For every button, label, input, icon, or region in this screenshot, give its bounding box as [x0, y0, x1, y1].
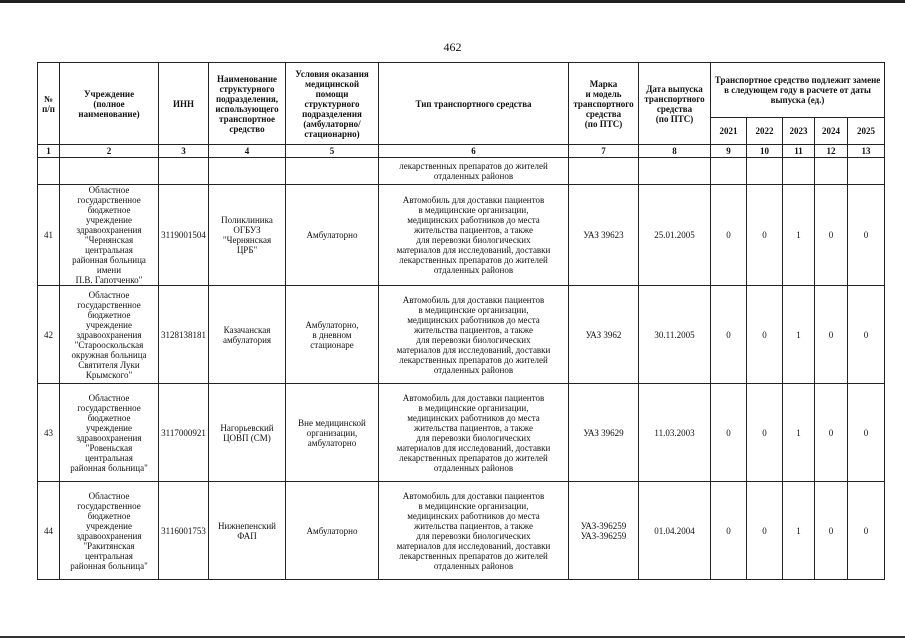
column-number: 1	[38, 145, 60, 158]
header-conditions: Условия оказания медицинской помощи структурного подразделения (амбулаторно/ стационарно)	[286, 63, 379, 145]
empty-cell	[711, 158, 747, 185]
header-year: 2023	[783, 118, 815, 145]
header-release-date: Дата выпуска транспортного средства (по ПТС)	[639, 63, 711, 145]
year-value-cell: 0	[711, 384, 747, 482]
empty-cell	[60, 158, 159, 185]
empty-cell	[209, 158, 286, 185]
header-vehicle-type: Тип транспортного средства	[379, 63, 569, 145]
column-number: 3	[159, 145, 209, 158]
conditions-cell: Вне медицинской организации, амбулаторно	[286, 384, 379, 482]
table-row	[38, 286, 885, 384]
row-number: 44	[38, 482, 60, 580]
year-value-cell: 0	[815, 286, 848, 384]
vehicle-table	[37, 62, 885, 580]
column-number: 11	[783, 145, 815, 158]
year-value-cell: 0	[848, 482, 885, 580]
vehicle-type-cell: Автомобиль для доставки пациентов в медицинские организации, медицинских работников до места жительства пациентов, а также для перевозки биологических материалов для исследований, доставки лекарственных препаратов до жителей отдаленных районов	[379, 185, 569, 286]
year-value-cell: 0	[747, 185, 783, 286]
year-value-cell: 0	[747, 286, 783, 384]
column-number: 9	[711, 145, 747, 158]
empty-cell	[848, 158, 885, 185]
empty-cell	[38, 158, 60, 185]
year-value-cell: 0	[815, 482, 848, 580]
year-value-cell: 0	[848, 286, 885, 384]
table-row	[38, 185, 885, 286]
empty-cell	[783, 158, 815, 185]
header-num: № п/п	[38, 63, 60, 145]
release-date-cell: 30.11.2005	[639, 286, 711, 384]
empty-cell	[747, 158, 783, 185]
column-number: 8	[639, 145, 711, 158]
column-number: 2	[60, 145, 159, 158]
header-institution: Учреждение (полное наименование)	[60, 63, 159, 145]
institution-cell: Областное государственное бюджетное учреждение здравоохранения "Ровеньская центральная районная больница"	[60, 384, 159, 482]
conditions-cell: Амбулаторно	[286, 185, 379, 286]
subdivision-cell: Нижнепенский ФАП	[209, 482, 286, 580]
release-date-cell: 11.03.2003	[639, 384, 711, 482]
empty-cell	[159, 158, 209, 185]
header-inn: ИНН	[159, 63, 209, 145]
inn-cell: 3128138181	[159, 286, 209, 384]
column-number-row	[38, 145, 885, 158]
inn-cell: 3116001753	[159, 482, 209, 580]
header-year: 2021	[711, 118, 747, 145]
header-subdivision: Наименование структурного подразделения, использующего транспортное средство	[209, 63, 286, 145]
year-value-cell: 0	[815, 185, 848, 286]
year-value-cell: 1	[783, 185, 815, 286]
table-row	[38, 482, 885, 580]
row-number: 41	[38, 185, 60, 286]
empty-cell	[569, 158, 639, 185]
page-number: 462	[443, 40, 462, 54]
subdivision-cell: Нагорьевский ЦОВП (СМ)	[209, 384, 286, 482]
column-number: 5	[286, 145, 379, 158]
year-value-cell: 0	[711, 482, 747, 580]
header-replacement: Транспортное средство подлежит замене в следующем году в расчете от даты выпуска (ед.)	[711, 63, 885, 118]
continuation-text: лекарственных препаратов до жителей отдаленных районов	[379, 158, 569, 185]
year-value-cell: 1	[783, 384, 815, 482]
inn-cell: 3117000921	[159, 384, 209, 482]
header-year: 2024	[815, 118, 848, 145]
column-number: 7	[569, 145, 639, 158]
row-number: 42	[38, 286, 60, 384]
subdivision-cell: Поликлиника ОГБУЗ "Чернянская ЦРБ"	[209, 185, 286, 286]
release-date-cell: 01.04.2004	[639, 482, 711, 580]
column-number: 13	[848, 145, 885, 158]
institution-cell: Областное государственное бюджетное учреждение здравоохранения "Ракитянская центральная районная больница"	[60, 482, 159, 580]
institution-cell: Областное государственное бюджетное учреждение здравоохранения "Старооскольская окружная больница Святителя Луки Крымского"	[60, 286, 159, 384]
release-date-cell: 25.01.2005	[639, 185, 711, 286]
institution-cell: Областное государственное бюджетное учреждение здравоохранения "Чернянская центральная районная больница имени П.В. Гапотченко"	[60, 185, 159, 286]
model-cell: УАЗ 39623	[569, 185, 639, 286]
conditions-cell: Амбулаторно, в дневном стационаре	[286, 286, 379, 384]
year-value-cell: 0	[815, 384, 848, 482]
year-value-cell: 0	[711, 185, 747, 286]
column-number: 6	[379, 145, 569, 158]
year-value-cell: 1	[783, 286, 815, 384]
column-number: 10	[747, 145, 783, 158]
column-number: 12	[815, 145, 848, 158]
vehicle-type-cell: Автомобиль для доставки пациентов в медицинские организации, медицинских работников до места жительства пациентов, а также для перевозки биологических материалов для исследований, доставки лекарственных препаратов до жителей отдаленных районов	[379, 286, 569, 384]
year-value-cell: 1	[783, 482, 815, 580]
table-row	[38, 384, 885, 482]
conditions-cell: Амбулаторно	[286, 482, 379, 580]
model-cell: УАЗ-396259 УАЗ-396259	[569, 482, 639, 580]
year-value-cell: 0	[747, 384, 783, 482]
row-number: 43	[38, 384, 60, 482]
year-value-cell: 0	[848, 185, 885, 286]
header-model: Марка и модель транспортного средства (по ПТС)	[569, 63, 639, 145]
header-year: 2025	[848, 118, 885, 145]
year-value-cell: 0	[848, 384, 885, 482]
scan-bottom-edge	[0, 636, 905, 638]
continuation-row	[38, 158, 885, 185]
inn-cell: 3119001504	[159, 185, 209, 286]
header-year: 2022	[747, 118, 783, 145]
empty-cell	[639, 158, 711, 185]
year-value-cell: 0	[711, 286, 747, 384]
vehicle-type-cell: Автомобиль для доставки пациентов в медицинские организации, медицинских работников до места жительства пациентов, а также для перевозки биологических материалов для исследований, доставки лекарственных препаратов до жителей отдаленных районов	[379, 384, 569, 482]
empty-cell	[815, 158, 848, 185]
vehicle-type-cell: Автомобиль для доставки пациентов в медицинские организации, медицинских работников до места жительства пациентов, а также для перевозки биологических материалов для исследований, доставки лекарственных препаратов до жителей отдаленных районов	[379, 482, 569, 580]
subdivision-cell: Казачанская амбулатория	[209, 286, 286, 384]
model-cell: УАЗ 3962	[569, 286, 639, 384]
column-number: 4	[209, 145, 286, 158]
year-value-cell: 0	[747, 482, 783, 580]
model-cell: УАЗ 39629	[569, 384, 639, 482]
scan-top-edge	[0, 0, 905, 3]
empty-cell	[286, 158, 379, 185]
